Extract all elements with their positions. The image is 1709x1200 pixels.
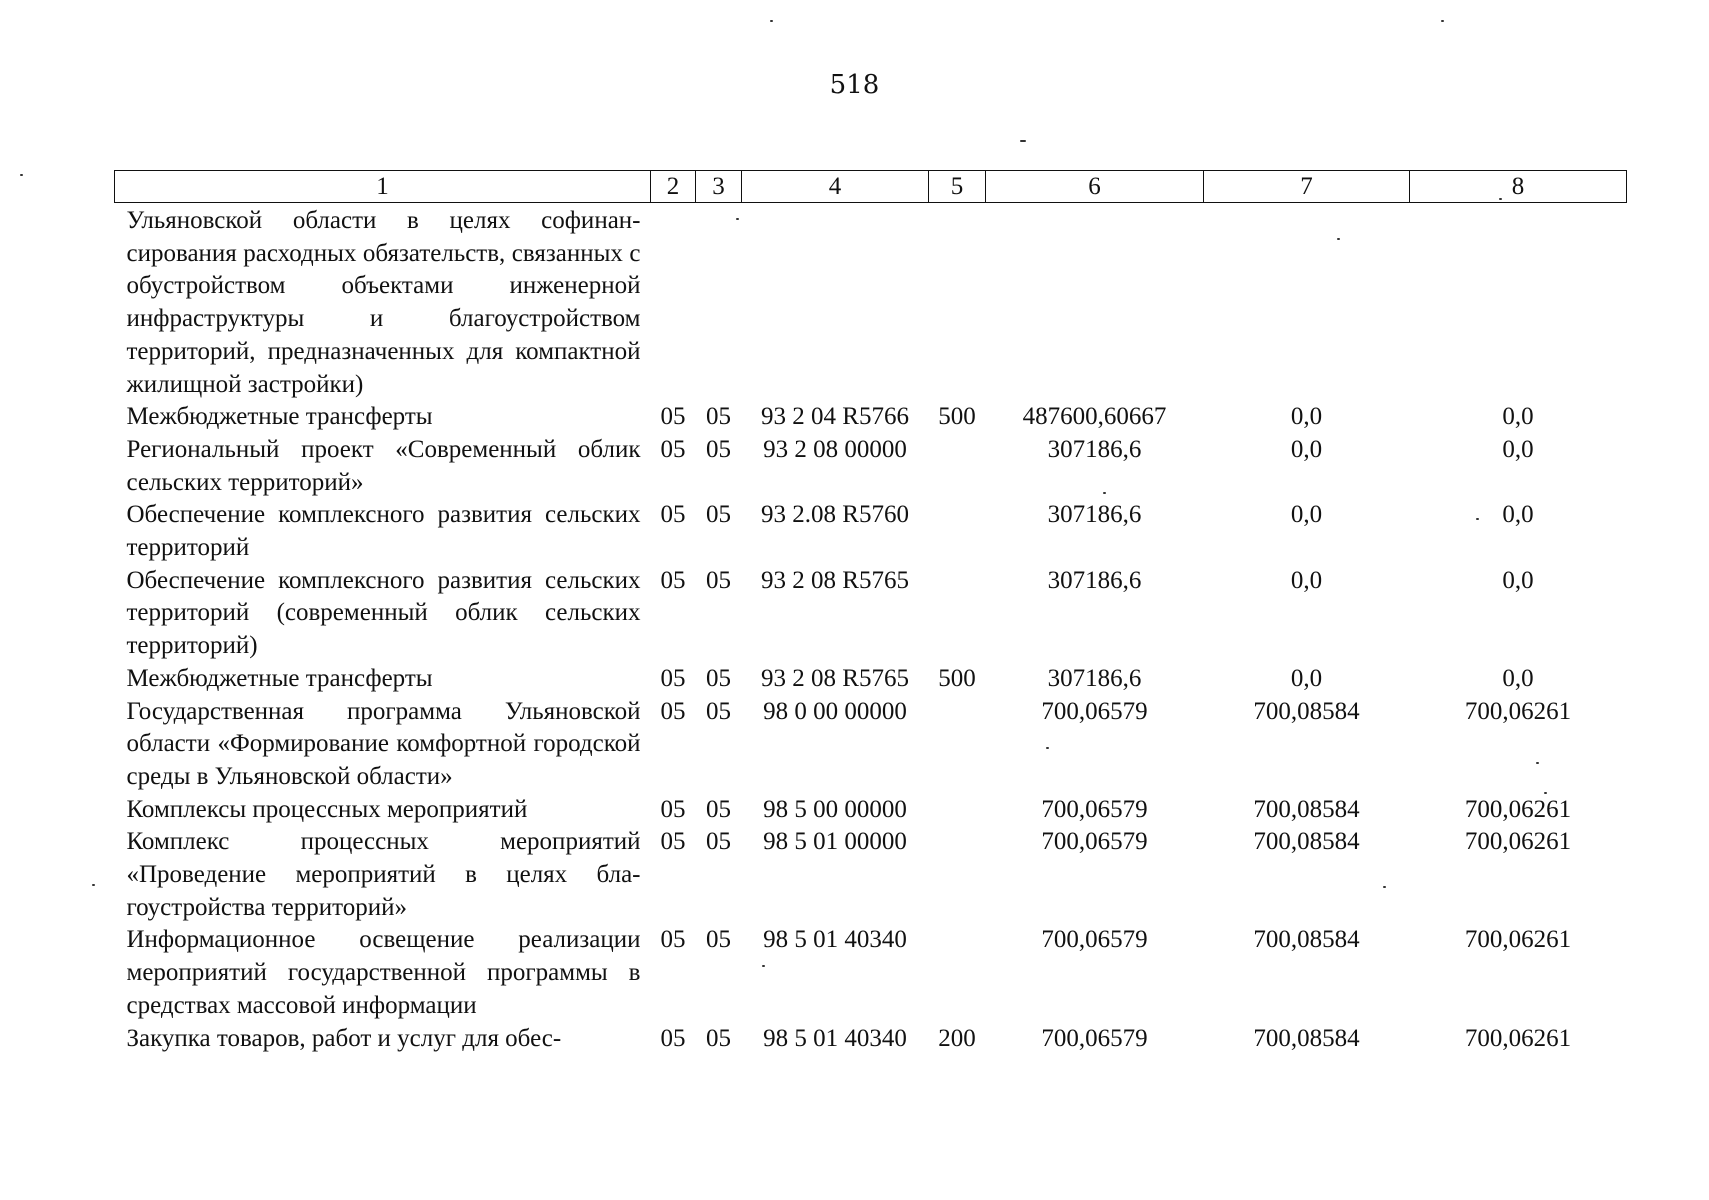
row-cell: 93 2 08 R5765: [761, 664, 909, 692]
page-number: 518: [829, 70, 880, 100]
row-cell: 700,06261: [1464, 795, 1572, 823]
row-cell: [1204, 203, 1410, 402]
row-cell: 700,08584: [1253, 697, 1360, 725]
row-cell: 98 5 01 00000: [763, 828, 907, 856]
scan-speck: [1020, 140, 1026, 142]
column-header: 2: [651, 171, 696, 203]
row-cell: 700,06579: [1041, 697, 1148, 725]
scan-speck: [762, 965, 765, 967]
row-cell: [929, 794, 986, 827]
row-cell: 200: [938, 1024, 976, 1052]
scan-speck: [1337, 238, 1340, 240]
row-cell: 0,0: [1502, 403, 1534, 431]
scan-speck: [1046, 747, 1049, 749]
row-cell: 700,06579: [1041, 926, 1148, 954]
row-label: Комплексы процессных мероприятий: [126, 795, 528, 823]
row-label: Межбюджетные трансферты: [126, 403, 433, 431]
table-row: [115, 565, 1627, 663]
table-body: [115, 203, 1627, 1056]
row-label: Информационное освещение реализации мероприятий государственной программы в средствах массовой информации: [126, 926, 641, 1019]
row-cell: 0,0: [1290, 435, 1323, 463]
row-cell: [929, 696, 986, 794]
row-cell: 05: [706, 697, 731, 725]
row-cell: 05: [706, 435, 731, 463]
budget-table: [114, 170, 1627, 1055]
row-cell: 307186,6: [1047, 435, 1142, 463]
row-cell: [929, 826, 986, 924]
scan-speck: [736, 218, 739, 220]
row-cell: 500: [938, 403, 976, 431]
table-row: [115, 924, 1627, 1022]
scan-speck: [20, 174, 23, 176]
row-label: Межбюджетные трансферты: [126, 664, 433, 692]
row-cell: 700,06261: [1464, 926, 1572, 954]
row-cell: 98 0 00 00000: [763, 697, 907, 725]
row-cell: 05: [706, 566, 731, 594]
row-cell: 05: [706, 501, 731, 529]
column-header: 4: [742, 171, 929, 203]
row-cell: [696, 203, 742, 402]
scan-speck: [1103, 492, 1106, 494]
column-header: 3: [696, 171, 742, 203]
table-row: [115, 663, 1627, 696]
row-cell: 700,08584: [1253, 828, 1360, 856]
row-cell: 93 2.08 R5760: [761, 501, 909, 529]
scan-speck: [1476, 518, 1479, 520]
budget-table-container: [114, 170, 1626, 1055]
row-cell: 05: [660, 697, 686, 725]
scan-speck: [1383, 886, 1386, 888]
row-cell: 0,0: [1502, 566, 1534, 594]
row-label: Государственная программа Ульяновской области «Формирование комфортной городской среды в Ульяновской области»: [126, 697, 641, 790]
row-cell: 93 2 08 R5765: [761, 566, 909, 594]
table-row: [115, 794, 1627, 827]
scan-speck: [1499, 198, 1502, 200]
row-cell: 700,06261: [1464, 828, 1572, 856]
row-cell: 0,0: [1502, 435, 1534, 463]
row-cell: 700,06579: [1041, 828, 1148, 856]
table-row: [115, 1023, 1627, 1056]
row-cell: [651, 203, 696, 402]
row-cell: 0,0: [1290, 403, 1323, 431]
column-header: 1: [115, 171, 651, 203]
row-cell: 700,08584: [1253, 1024, 1360, 1052]
scan-speck: [1441, 20, 1444, 22]
row-label: Закупка товаров, работ и услуг для обес-: [126, 1024, 562, 1052]
row-cell: [1410, 203, 1627, 402]
column-header: 5: [929, 171, 986, 203]
row-cell: 05: [660, 1024, 686, 1052]
row-cell: 0,0: [1290, 566, 1323, 594]
table-row: [115, 826, 1627, 924]
row-cell: [742, 203, 929, 402]
scan-speck: [1544, 792, 1547, 794]
scan-speck: [92, 884, 95, 886]
row-label: Комплекс процессных мероприятий «Проведение мероприятий в целях благоустройства территорий»: [126, 828, 641, 921]
row-cell: 0,0: [1290, 664, 1323, 692]
row-cell: 93 2 08 00000: [763, 435, 907, 463]
row-label: Обеспечение комплексного развития сельских территорий: [126, 501, 641, 562]
table-row: [115, 434, 1627, 499]
row-cell: 700,08584: [1253, 795, 1360, 823]
row-cell: 05: [660, 795, 686, 823]
row-cell: 05: [660, 501, 686, 529]
row-cell: 05: [706, 403, 731, 431]
row-cell: 05: [706, 1024, 731, 1052]
row-cell: 307186,6: [1047, 566, 1142, 594]
row-cell: 700,06261: [1464, 697, 1572, 725]
row-cell: 700,08584: [1253, 926, 1360, 954]
scan-speck: [1536, 762, 1539, 764]
table-row: [115, 499, 1627, 564]
row-cell: 05: [660, 435, 686, 463]
row-cell: [929, 499, 986, 564]
row-cell: 700,06261: [1464, 1024, 1572, 1052]
row-cell: 05: [706, 664, 731, 692]
row-label: Региональный проект «Современный облик сельских территорий»: [126, 435, 641, 496]
row-cell: 0,0: [1290, 501, 1323, 529]
row-cell: 05: [660, 566, 686, 594]
row-cell: 98 5 01 40340: [763, 926, 907, 954]
row-cell: [929, 924, 986, 1022]
row-cell: 487600,60667: [1022, 403, 1167, 431]
column-header: 8: [1410, 171, 1627, 203]
column-header: 6: [986, 171, 1204, 203]
row-cell: 307186,6: [1047, 501, 1142, 529]
row-cell: 307186,6: [1047, 664, 1142, 692]
row-cell: 05: [706, 795, 731, 823]
row-cell: 0,0: [1502, 664, 1534, 692]
row-cell: 05: [660, 828, 686, 856]
header-row: [115, 171, 1627, 203]
row-cell: [986, 203, 1204, 402]
row-cell: 05: [660, 403, 686, 431]
row-cell: 0,0: [1502, 501, 1534, 529]
table-row: [115, 203, 1627, 402]
row-cell: 98 5 01 40340: [763, 1024, 907, 1052]
table-header: [115, 171, 1627, 203]
scan-speck: [770, 20, 773, 22]
column-header: 7: [1204, 171, 1410, 203]
table-row: [115, 696, 1627, 794]
row-cell: 05: [706, 828, 731, 856]
row-cell: [929, 565, 986, 663]
row-cell: 05: [706, 926, 731, 954]
row-cell: 500: [938, 664, 976, 692]
row-cell: 93 2 04 R5766: [761, 403, 909, 431]
row-cell: 05: [660, 664, 686, 692]
row-cell: 98 5 00 00000: [763, 795, 907, 823]
row-label: Обеспечение комплексного развития сельских территорий (современный облик сельских территорий): [126, 566, 641, 660]
row-cell: 700,06579: [1041, 795, 1148, 823]
row-cell: 05: [660, 926, 686, 954]
row-cell: [929, 434, 986, 499]
row-label: Ульяновской области в целях софинансирования расходных обязательств, связанных с обустройством объектами инженерной инфраструктуры и благоустройством территорий, предназначенных для компактной жилищной застройки): [126, 207, 641, 398]
row-cell: 700,06579: [1041, 1024, 1148, 1052]
row-cell: [929, 203, 986, 402]
table-row: [115, 401, 1627, 434]
